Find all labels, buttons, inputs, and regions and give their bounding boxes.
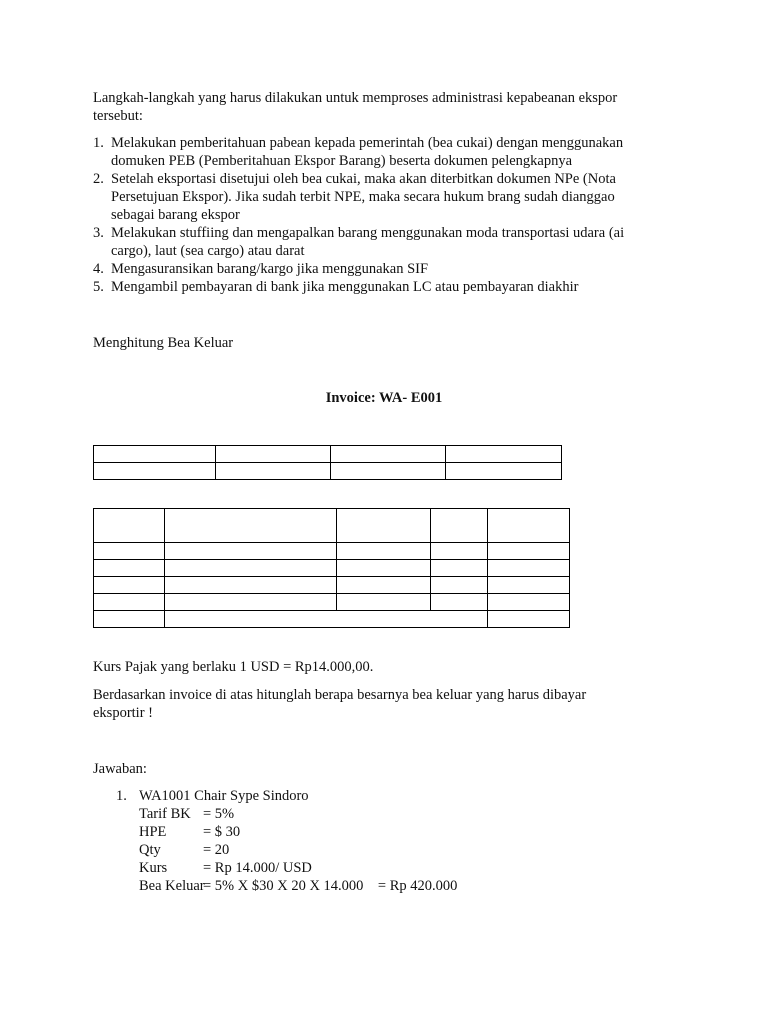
table-cell <box>488 509 570 543</box>
table-cell <box>94 611 165 628</box>
table-cell <box>94 543 165 560</box>
step-item <box>93 134 673 170</box>
answer-key: Qty <box>139 842 161 858</box>
answer-value: = 5% <box>203 806 235 822</box>
table-cell <box>94 560 165 577</box>
step-number: 1. <box>93 135 104 151</box>
step-text: Setelah eksportasi disetujui oleh bea cukai, maka akan diterbitkan dokumen NPe (Nota Persetujuan Ekspor). Jika sudah terbit NPE, maka secara hukum brang sudah dianggao sebagai barang ekspor <box>111 171 616 223</box>
question-paragraph: Berdasarkan invoice di atas hitunglah berapa besarnya bea keluar yang harus dibayar eksportir ! <box>93 687 587 721</box>
answer-item: WA1001 Chair Sype Sindoro <box>139 788 309 804</box>
table-cell <box>337 509 431 543</box>
intro-paragraph: Langkah-langkah yang harus dilakukan untuk memproses administrasi kepabeanan ekspor tersebut: <box>93 90 618 124</box>
table-cell <box>488 594 570 611</box>
table-cell <box>331 463 446 480</box>
step-item <box>93 260 673 278</box>
table-cell <box>94 594 165 611</box>
answer-row <box>139 841 229 859</box>
exchange-rate-text: Kurs Pajak yang berlaku 1 USD = Rp14.000,00. <box>93 659 374 675</box>
answer-row <box>139 805 234 823</box>
step-item <box>93 278 673 296</box>
table-total-row <box>94 611 570 628</box>
table-cell <box>94 463 216 480</box>
table-cell <box>431 577 488 594</box>
table-cell <box>446 463 562 480</box>
table-row <box>94 594 570 611</box>
steps-list <box>93 134 673 296</box>
table-cell <box>431 594 488 611</box>
table-cell <box>337 577 431 594</box>
table-row <box>94 560 570 577</box>
answer-value: = 20 <box>203 842 230 858</box>
answer-key: HPE <box>139 824 167 840</box>
answer-key: Tarif BK <box>139 806 191 822</box>
answer-row <box>139 859 312 877</box>
step-number: 5. <box>93 279 104 295</box>
table-row <box>94 509 570 543</box>
invoice-header-table <box>93 445 562 480</box>
answer-value: = $ 30 <box>203 824 241 840</box>
table-cell <box>337 543 431 560</box>
answer-row <box>139 823 240 841</box>
answer-row <box>139 877 457 895</box>
table-row <box>94 577 570 594</box>
table-cell <box>337 594 431 611</box>
answer-value: = 5% X $30 X 20 X 14.000 = Rp 420.000 <box>203 878 458 894</box>
table-cell <box>165 611 488 628</box>
answer-key: Kurs <box>139 860 168 876</box>
step-number: 2. <box>93 171 104 187</box>
step-text: Melakukan pemberitahuan pabean kepada pemerintah (bea cukai) dengan menggunakan domuken PEB (Pemberitahuan Ekspor Barang) beserta dokumen pelengkapnya <box>111 135 624 169</box>
step-number: 4. <box>93 261 104 277</box>
table-cell <box>165 543 337 560</box>
table-cell <box>331 446 446 463</box>
table-cell <box>488 543 570 560</box>
table-cell <box>431 560 488 577</box>
answer-key: Bea Keluar <box>139 878 205 894</box>
section-heading: Menghitung Bea Keluar <box>93 335 234 351</box>
step-text: Mengambil pembayaran di bank jika menggunakan LC atau pembayaran diakhir <box>111 279 579 295</box>
table-cell <box>165 594 337 611</box>
step-text: Melakukan stuffiing dan mengapalkan barang menggunakan moda transportasi udara (ai cargo), laut (sea cargo) atau darat <box>111 225 625 259</box>
table-cell <box>165 560 337 577</box>
table-row <box>94 446 562 463</box>
table-cell <box>216 446 331 463</box>
table-cell <box>94 509 165 543</box>
step-text: Mengasuransikan barang/kargo jika menggunakan SIF <box>111 261 429 277</box>
answer-label: Jawaban: <box>93 761 147 777</box>
answer-value: = Rp 14.000/ USD <box>203 860 312 876</box>
step-number: 3. <box>93 225 104 241</box>
invoice-items-table <box>93 508 570 628</box>
table-cell <box>446 446 562 463</box>
table-cell <box>431 509 488 543</box>
table-cell <box>488 577 570 594</box>
table-cell <box>488 611 570 628</box>
table-cell <box>216 463 331 480</box>
invoice-title: Invoice: WA- E001 <box>325 390 443 406</box>
answer-number: 1. <box>116 788 127 804</box>
table-cell <box>165 509 337 543</box>
table-cell <box>94 577 165 594</box>
table-cell <box>337 560 431 577</box>
step-item <box>93 170 673 224</box>
table-cell <box>431 543 488 560</box>
table-cell <box>94 446 216 463</box>
table-row <box>94 543 570 560</box>
table-cell <box>165 577 337 594</box>
table-row <box>94 463 562 480</box>
step-item <box>93 224 673 260</box>
table-cell <box>488 560 570 577</box>
